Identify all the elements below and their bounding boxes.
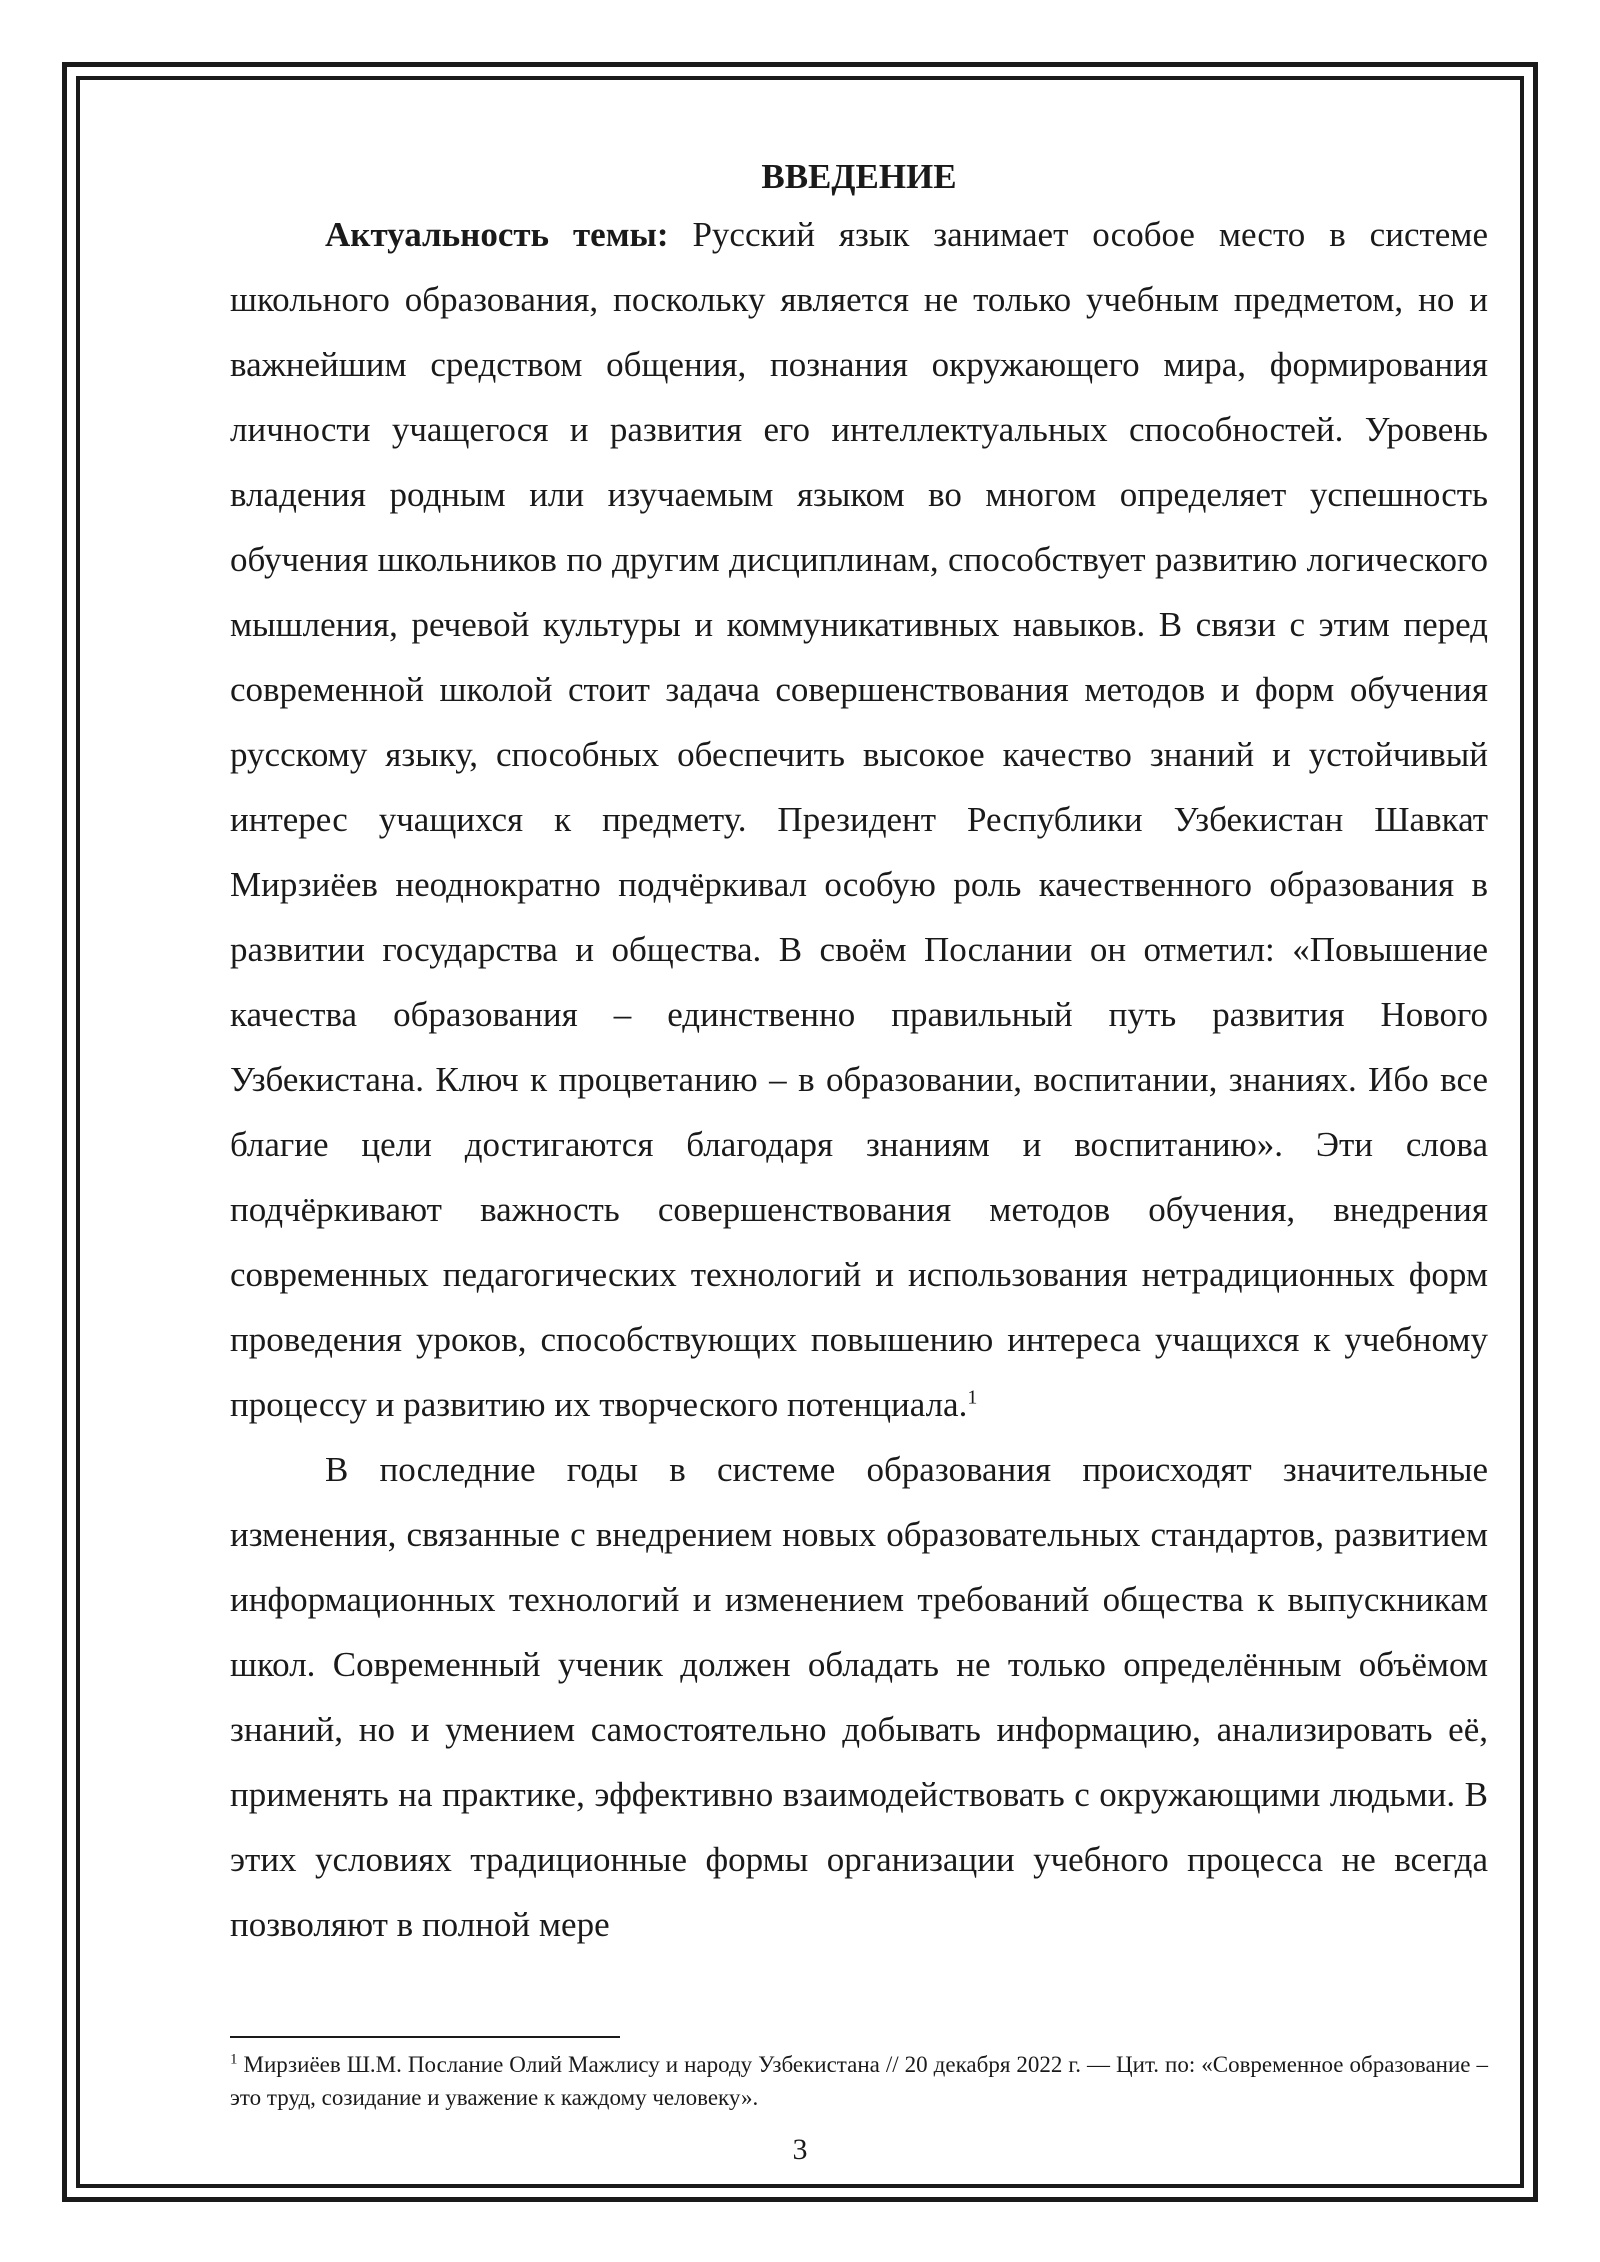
paragraph-changes: В последние годы в системе образования происходят значительные изменения, связанные с внедрением новых образовательных стандартов, развитием информационных технологий и изменением требований общества к выпускникам школ. Современный ученик должен обладать не только определённым объёмом знаний, но и умением самостоятельно добывать информацию, анализировать её, применять на практике, эффективно взаимодействовать с окружающими людьми. В этих условиях традиционные формы организации учебного процесса не всегда позволяют в полной мере <box>230 1450 1488 1944</box>
footnote-text: Мирзиёев Ш.М. Послание Олий Мажлису и народу Узбекистана // 20 декабря 2022 г. — Цит. по: «Современное образование – это труд, созидание и уважение к каждому человеку». <box>230 2052 1488 2110</box>
footnote-mark: 1 <box>230 2051 238 2068</box>
footnote <box>230 2048 1488 2114</box>
paragraph-relevance <box>230 202 1488 1437</box>
paragraph-text: Русский язык занимает особое место в системе школьного образования, поскольку является не только учебным предметом, но и важнейшим средством общения, познания окружающего мира, формирования личности учащегося и развития его интеллектуальных способностей. Уровень владения родным или изучаемым языком во многом определяет успешность обучения школьников по другим дисциплинам, способствует развитию логического мышления, речевой культуры и коммуникативных навыков. В связи с этим перед современной школой стоит задача совершенствования методов и форм обучения русскому языку, способных обеспечить высокое качество знаний и устойчивый интерес учащихся к предмету. Президент Республики Узбекистан Шавкат Мирзиёев неоднократно подчёркивал особую роль качественного образования в развитии государства и общества. В своём Послании он отметил: «Повышение качества образования – единственно правильный путь развития Нового Узбекистана. Ключ к процветанию – в образовании, воспитании, знаниях. Ибо все благие цели достигаются благодаря знаниям и воспитанию». Эти слова подчёркивают важность совершенствования методов обучения, внедрения современных педагогических технологий и использования нетрадиционных форм проведения уроков, способствующих повышению интереса учащихся к учебному процессу и развитию их творческого потенциала. <box>230 215 1488 1424</box>
footnote-separator <box>230 2036 620 2038</box>
page-title: ВВЕДЕНИЕ <box>761 157 957 196</box>
paragraph-lead: Актуальность темы: <box>325 215 669 254</box>
document-body <box>230 148 1488 1957</box>
footnote-reference[interactable]: 1 <box>967 1386 978 1409</box>
page-number: 3 <box>792 2133 808 2166</box>
